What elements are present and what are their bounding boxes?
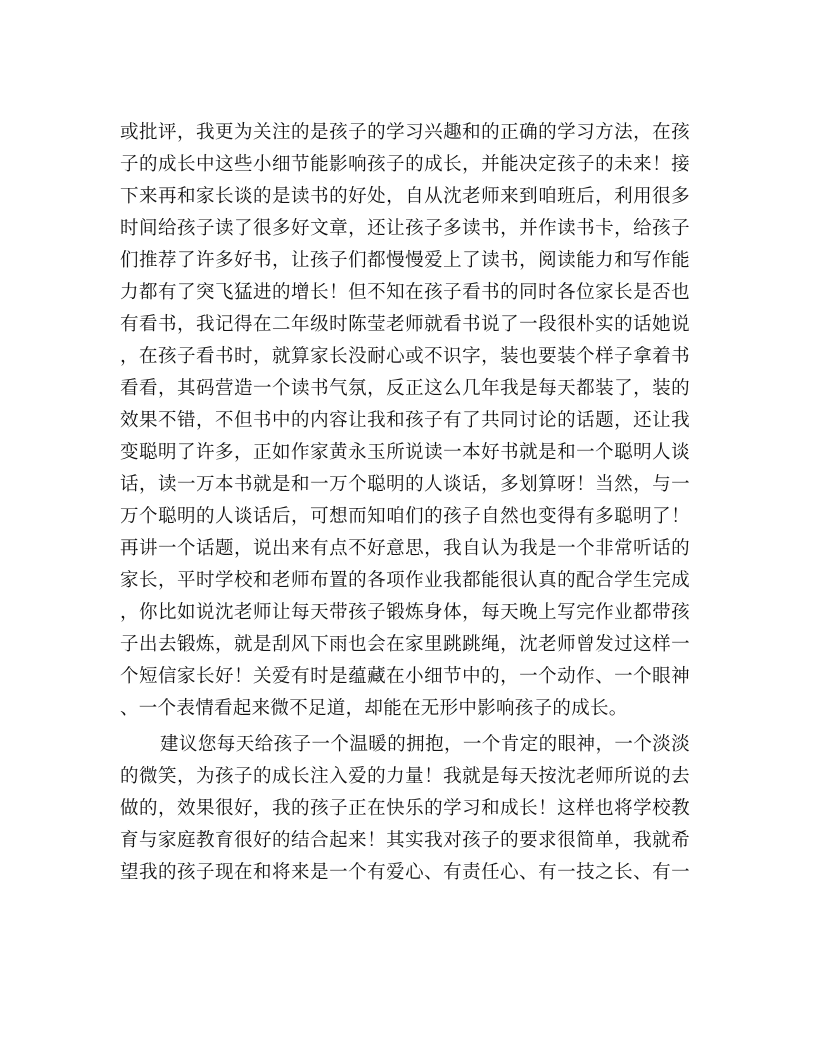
text-line: 变聪明了许多，正如作家黄永玉所说读一本好书就是和一个聪明人谈 (120, 442, 690, 463)
text-line: 万个聪明的人谈话后，可想而知咱们的孩子自然也变得有多聪明了！ (120, 506, 690, 527)
text-line: 效果不错，不但书中的内容让我和孩子有了共同讨论的话题，还让我 (120, 410, 690, 431)
text-line: 或批评，我更为关注的是孩子的学习兴趣和的正确的学习方法，在孩 (120, 122, 690, 143)
text-line: 育与家庭教育很好的结合起来！其实我对孩子的要求很简单，我就希 (120, 830, 690, 851)
text-line: 的微笑，为孩子的成长注入爱的力量！我就是每天按沈老师所说的去 (120, 766, 690, 787)
text-line: 、一个表情看起来微不足道，却能在无形中影响孩子的成长。 (120, 698, 628, 719)
paragraph-1 (120, 117, 690, 725)
text-line: 时间给孩子读了很多好文章，还让孩子多读书，并作读书卡，给孩子 (120, 218, 690, 239)
text-line: ，在孩子看书时，就算家长没耐心或不识字，装也要装个样子拿着书 (120, 346, 690, 367)
text-line: 望我的孩子现在和将来是一个有爱心、有责任心、有一技之长、有一 (120, 862, 690, 883)
text-line: 下来再和家长谈的是读书的好处，自从沈老师来到咱班后，利用很多 (120, 186, 690, 207)
text-line: 看看，其码营造一个读书气氛，反正这么几年我是每天都装了，装的 (120, 378, 690, 399)
text-line: 家长，平时学校和老师布置的各项作业我都能很认真的配合学生完成 (120, 570, 690, 591)
text-line: 做的，效果很好，我的孩子正在快乐的学习和成长！这样也将学校教 (120, 798, 690, 819)
text-line: 建议您每天给孩子一个温暖的拥抱，一个肯定的眼神，一个淡淡 (160, 734, 690, 755)
text-line: 话，读一万本书就是和一万个聪明的人谈话，多划算呀！当然，与一 (120, 474, 690, 495)
text-line: 力都有了突飞猛进的增长！但不知在孩子看书的同时各位家长是否也 (120, 282, 690, 303)
text-line: 再讲一个话题，说出来有点不好意思，我自认为我是一个非常听话的 (120, 538, 690, 559)
text-line: ，你比如说沈老师让每天带孩子锻炼身体，每天晚上写完作业都带孩 (120, 602, 690, 623)
text-line: 有看书，我记得在二年级时陈莹老师就看书说了一段很朴实的话她说 (120, 314, 690, 335)
text-line: 个短信家长好！关爱有时是蕴藏在小细节中的，一个动作、一个眼神 (120, 666, 690, 687)
text-line: 子出去锻炼，就是刮风下雨也会在家里跳跳绳，沈老师曾发过这样一 (120, 634, 690, 655)
text-line: 们推荐了许多好书，让孩子们都慢慢爱上了读书，阅读能力和写作能 (120, 250, 690, 271)
body-text (120, 117, 690, 889)
text-line: 子的成长中这些小细节能影响孩子的成长，并能决定孩子的未来！接 (120, 154, 690, 175)
paragraph-2 (120, 729, 690, 889)
